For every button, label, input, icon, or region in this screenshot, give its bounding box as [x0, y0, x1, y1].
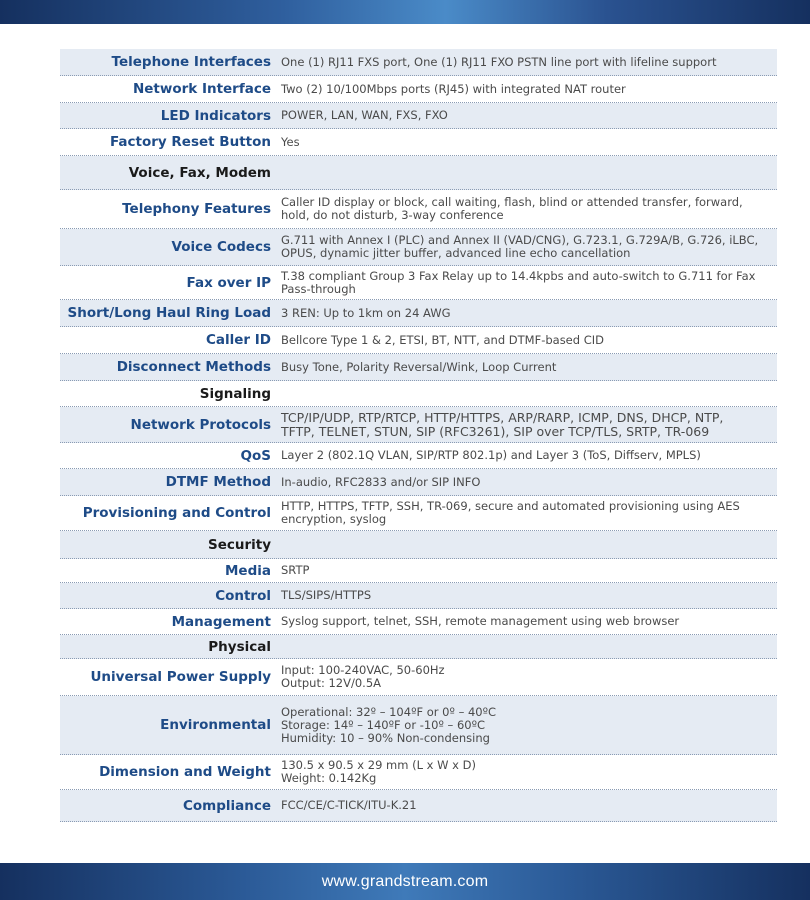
spec-row	[60, 76, 777, 103]
spec-label: Voice Codecs	[171, 239, 271, 255]
top-banner	[0, 0, 810, 24]
spec-value-line: Pass-through	[281, 281, 356, 296]
spec-table	[60, 49, 777, 822]
section-header-row	[60, 531, 777, 559]
spec-value	[271, 476, 777, 489]
spec-value	[271, 83, 777, 96]
footer-bar	[0, 863, 810, 900]
spec-value	[271, 411, 777, 439]
section-title: Voice, Fax, Modem	[128, 164, 271, 181]
spec-value-line: Two (2) 10/100Mbps ports (RJ45) with integrated NAT router	[281, 81, 626, 96]
spec-row	[60, 129, 777, 156]
spec-label: Factory Reset Button	[109, 134, 271, 150]
footer-website-link[interactable]: www.grandstream.com	[321, 872, 489, 890]
spec-label: Disconnect Methods	[116, 359, 271, 375]
spec-value-line: In-audio, RFC2833 and/or SIP INFO	[281, 474, 481, 489]
spec-value	[271, 196, 777, 222]
spec-row	[60, 559, 777, 583]
spec-value-line: Operational: 32º – 104ºF or 0º – 40ºC	[281, 704, 497, 719]
spec-value-line: Input: 100-240VAC, 50-60Hz	[281, 663, 445, 677]
spec-value	[271, 361, 777, 374]
spec-value-line: Busy Tone, Polarity Reversal/Wink, Loop Current	[281, 359, 557, 374]
spec-value-line: TCP/IP/UDP, RTP/RTCP, HTTP/HTTPS, ARP/RARP, ICMP, DNS, DHCP, NTP,	[281, 409, 724, 425]
spec-value-line: Output: 12V/0.5A	[281, 676, 382, 690]
spec-label: Compliance	[182, 797, 271, 814]
spec-label: Control	[215, 587, 271, 604]
spec-label: Media	[225, 562, 271, 579]
spec-row	[60, 103, 777, 129]
spec-value-line: Layer 2 (802.1Q VLAN, SIP/RTP 802.1p) and Layer 3 (ToS, Diffserv, MPLS)	[281, 448, 701, 462]
spec-value	[271, 334, 777, 347]
spec-value-line: OPUS, dynamic jitter buffer, advanced line echo cancellation	[281, 246, 631, 260]
spec-value-line: hold, do not disturb, 3-way conference	[281, 208, 504, 222]
spec-label: Short/Long Haul Ring Load	[67, 305, 271, 321]
spec-label: Provisioning and Control	[82, 505, 271, 521]
section-title: Signaling	[199, 385, 271, 402]
spec-value-line: G.711 with Annex I (PLC) and Annex II (VAD/CNG), G.723.1, G.729A/B, G.726, iLBC,	[281, 233, 759, 247]
spec-value	[271, 664, 777, 690]
section-title: Security	[207, 536, 271, 553]
spec-label: DTMF Method	[165, 474, 271, 490]
spec-row	[60, 190, 777, 229]
spec-row	[60, 354, 777, 381]
spec-label: Network Protocols	[130, 416, 271, 433]
section-title: Physical	[208, 638, 271, 655]
spec-value-line: One (1) RJ11 FXS port, One (1) RJ11 FXO PSTN line port with lifeline support	[281, 54, 717, 69]
spec-value-line: 3 REN: Up to 1km on 24 AWG	[281, 305, 451, 320]
spec-label: Telephony Features	[122, 201, 271, 217]
spec-value-line: HTTP, HTTPS, TFTP, SSH, TR-069, secure and automated provisioning using AES	[281, 499, 740, 513]
spec-value	[271, 759, 777, 785]
spec-row	[60, 469, 777, 496]
spec-label: Network Interface	[132, 81, 271, 97]
spec-row	[60, 659, 777, 696]
spec-row	[60, 266, 777, 300]
spec-label: Fax over IP	[186, 274, 271, 291]
spec-row	[60, 407, 777, 443]
spec-row	[60, 755, 777, 790]
spec-value-line: encryption, syslog	[281, 512, 387, 526]
spec-value	[271, 56, 777, 69]
spec-value-line: TLS/SIPS/HTTPS	[281, 588, 372, 602]
spec-value	[271, 234, 777, 260]
spec-row	[60, 443, 777, 469]
spec-label: Management	[171, 613, 271, 630]
spec-label: Dimension and Weight	[99, 764, 271, 780]
section-header-row	[60, 381, 777, 407]
spec-label: Telephone Interfaces	[111, 54, 271, 70]
spec-row	[60, 49, 777, 76]
spec-value	[271, 615, 777, 628]
spec-value-line: T.38 compliant Group 3 Fax Relay up to 14.4kpbs and auto-switch to G.711 for Fax	[281, 268, 756, 283]
spec-value-line: Weight: 0.142Kg	[281, 771, 377, 785]
spec-value-line: Caller ID display or block, call waiting, flash, blind or attended transfer, forward,	[281, 195, 743, 209]
spec-value	[271, 500, 777, 526]
spec-value-line: FCC/CE/C-TICK/ITU-K.21	[281, 798, 417, 812]
spec-value-line: SRTP	[281, 563, 310, 577]
spec-row	[60, 696, 777, 755]
spec-value	[271, 589, 777, 602]
spec-value-line: Humidity: 10 – 90% Non-condensing	[281, 730, 490, 745]
spec-row	[60, 300, 777, 327]
spec-label: Universal Power Supply	[90, 669, 271, 685]
spec-label: Caller ID	[205, 332, 271, 348]
spec-value-line: 130.5 x 90.5 x 29 mm (L x W x D)	[281, 758, 476, 772]
spec-value-line: Syslog support, telnet, SSH, remote management using web browser	[281, 614, 680, 628]
spec-value	[271, 564, 777, 577]
spec-row	[60, 583, 777, 609]
spec-label: QoS	[240, 447, 271, 464]
spec-label: Environmental	[160, 717, 271, 733]
spec-row	[60, 496, 777, 531]
section-header-row	[60, 156, 777, 190]
section-header-row	[60, 635, 777, 659]
spec-value	[271, 799, 777, 812]
spec-value	[271, 449, 777, 462]
spec-row	[60, 229, 777, 266]
spec-value-line: POWER, LAN, WAN, FXS, FXO	[281, 108, 448, 122]
spec-value	[271, 706, 777, 745]
spec-value	[271, 109, 777, 122]
spec-value	[271, 270, 777, 296]
spec-value-line: Storage: 14º – 140ºF or -10º – 60ºC	[281, 717, 486, 732]
spec-row	[60, 609, 777, 635]
spec-value-line: Bellcore Type 1 & 2, ETSI, BT, NTT, and DTMF-based CID	[281, 332, 604, 347]
spec-value-line: TFTP, TELNET, STUN, SIP (RFC3261), SIP over TCP/TLS, SRTP, TR-069	[281, 423, 710, 439]
spec-value	[271, 307, 777, 320]
spec-value-line: Yes	[281, 134, 300, 149]
spec-row	[60, 327, 777, 354]
spec-row	[60, 790, 777, 822]
spec-label: LED Indicators	[160, 107, 271, 124]
spec-value	[271, 136, 777, 149]
